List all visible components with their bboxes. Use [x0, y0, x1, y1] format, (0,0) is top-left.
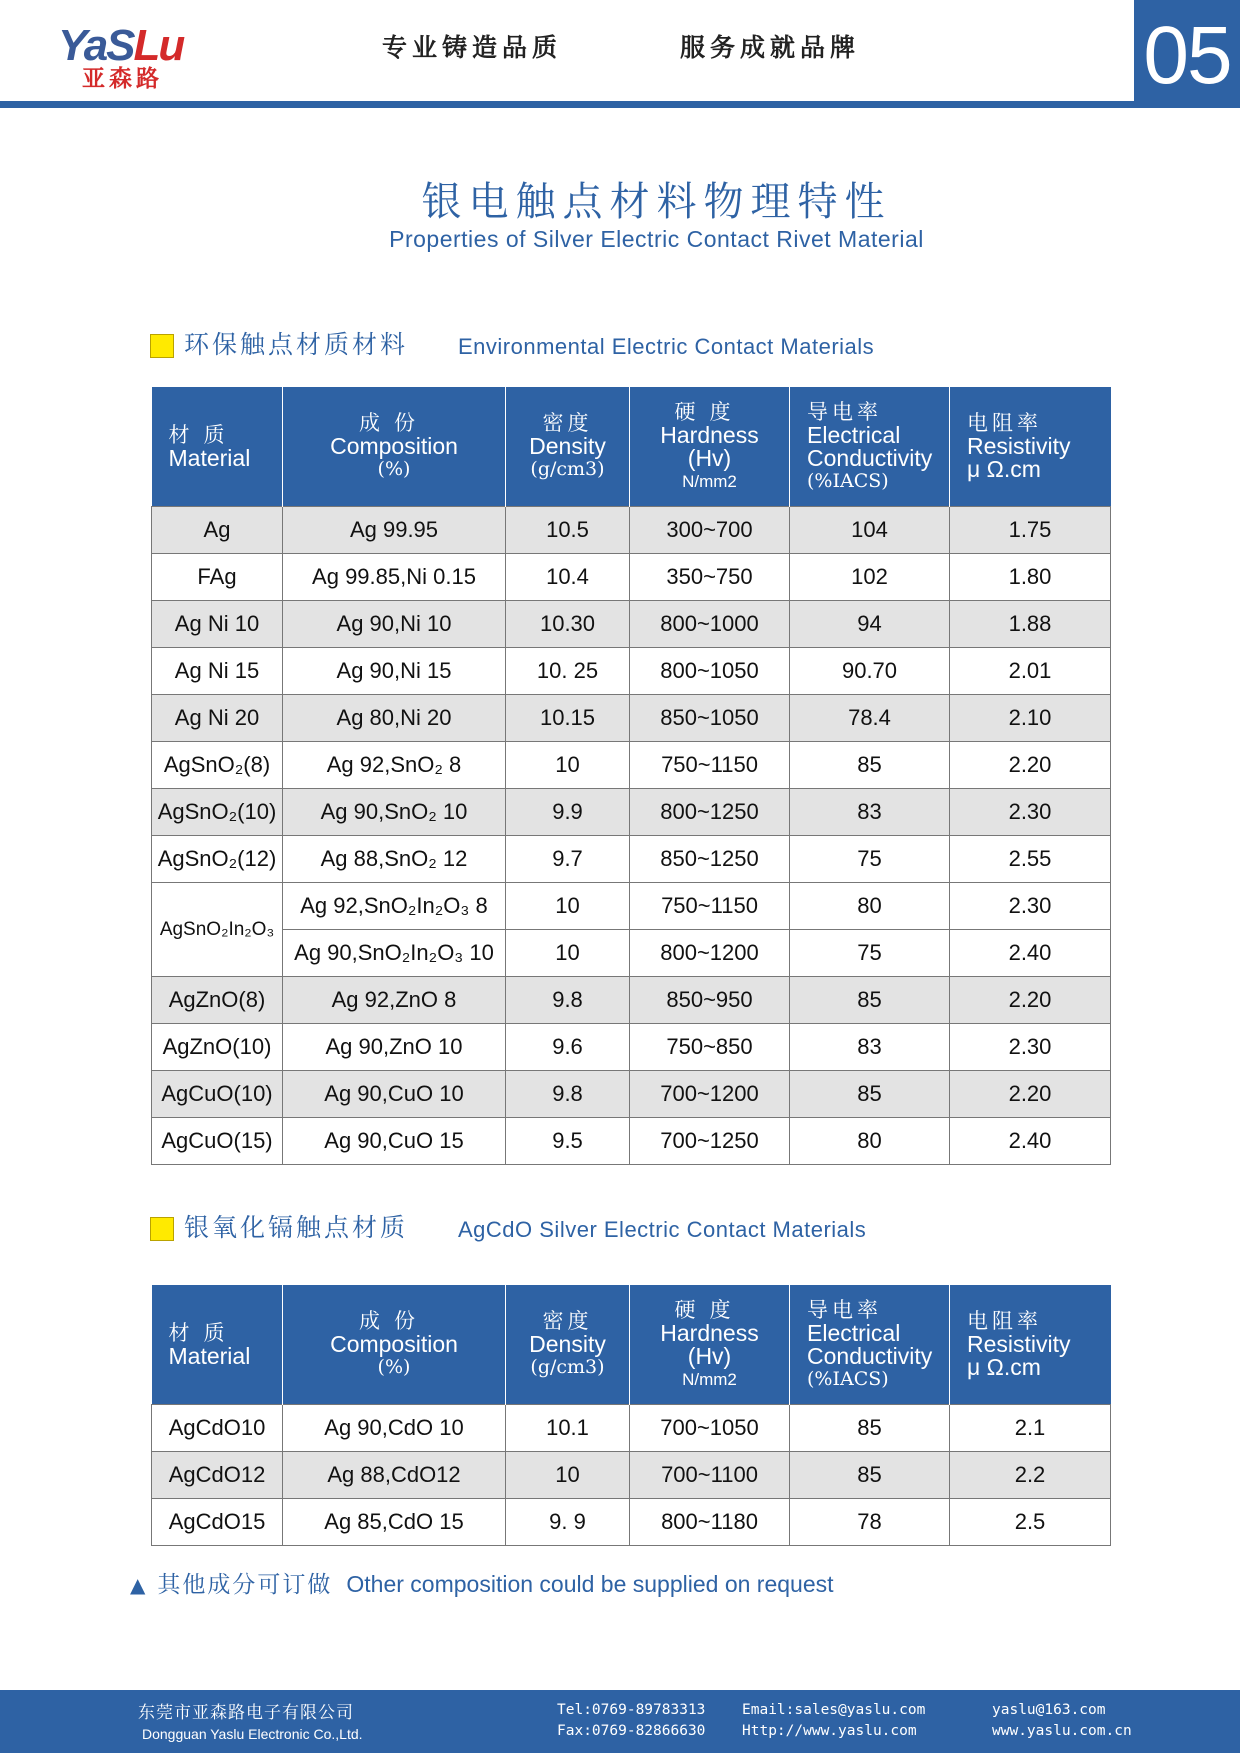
header-density-unit: (g/cm3): [530, 1356, 605, 1378]
table-row: [152, 1071, 1111, 1118]
header-resistivity-unit: μ Ω.cm: [967, 1354, 1041, 1380]
table-row: [152, 883, 1111, 930]
page-title-cn: 银电触点材料物理特性: [421, 179, 892, 225]
section-heading-en: Environmental Electric Contact Materials: [458, 334, 875, 359]
cell-material: AgCdO10: [152, 1405, 283, 1452]
cell-composition: Ag 90,ZnO 10: [283, 1024, 506, 1071]
header-hardness-en: Hardness: [660, 421, 759, 448]
slogan-service: 服务成就品牌: [680, 33, 861, 62]
cell-hardness: 700~1250: [630, 1118, 790, 1165]
header-hardness: [630, 387, 790, 507]
cell-density: 9.5: [506, 1118, 630, 1165]
header-hardness-unit: N/mm2: [682, 1369, 737, 1389]
section-heading-cn: 银氧化镉触点材质: [184, 1213, 409, 1242]
cell-resistivity: 2.2: [950, 1452, 1111, 1499]
cell-resistivity: 2.01: [950, 648, 1111, 695]
footer-email[interactable]: Email:sales@yaslu.com: [742, 1702, 926, 1718]
cell-hardness: 350~750: [630, 554, 790, 601]
cell-density: 10.15: [506, 695, 630, 742]
cell-material: AgSnO₂(8): [152, 742, 283, 789]
footer-bar: [0, 1690, 1240, 1753]
table-row: [152, 1405, 1111, 1452]
header-density-unit: (g/cm3): [530, 458, 605, 480]
cell-hardness: 750~850: [630, 1024, 790, 1071]
cell-conductivity: 75: [790, 836, 950, 883]
cell-density: 9.8: [506, 1071, 630, 1118]
section-heading-cn: 环保触点材质材料: [184, 330, 409, 359]
cell-composition: Ag 90,CuO 10: [283, 1071, 506, 1118]
cell-hardness: 300~700: [630, 507, 790, 554]
header-conductivity-en1: Electrical: [807, 421, 901, 448]
header-composition: [283, 387, 506, 507]
slogan-quality: 专业铸造品质: [382, 33, 563, 62]
table-row: [152, 1499, 1111, 1546]
table-header-row: [152, 1285, 1111, 1405]
cell-density: 10.1: [506, 1405, 630, 1452]
header-resistivity: [950, 387, 1111, 507]
cell-conductivity: 83: [790, 789, 950, 836]
header-material: [152, 1285, 283, 1405]
header-density-en: Density: [529, 1331, 606, 1357]
cell-hardness: 700~1050: [630, 1405, 790, 1452]
logo-text-en: [58, 21, 184, 70]
header-material-en: Material: [168, 444, 251, 471]
cell-hardness: 700~1200: [630, 1071, 790, 1118]
header-material-cn: 材质: [168, 1320, 239, 1345]
header-resistivity-cn: 电阻率: [967, 411, 1042, 435]
cell-resistivity: 2.5: [950, 1499, 1111, 1546]
note-cn: 其他成分可订做: [157, 1572, 333, 1598]
table-row: [152, 601, 1111, 648]
cell-composition: Ag 88,SnO₂ 12: [283, 836, 506, 883]
logo-text-cn: 亚森路: [82, 66, 163, 92]
cell-conductivity: 85: [790, 1452, 950, 1499]
cell-density: 9.9: [506, 789, 630, 836]
header-material: [152, 387, 283, 507]
header-resistivity: [950, 1285, 1111, 1405]
cell-composition: Ag 88,CdO12: [283, 1452, 506, 1499]
logo-text-part-a: YaS: [58, 21, 134, 70]
cell-hardness: 800~1050: [630, 648, 790, 695]
cell-composition: Ag 92,SnO₂ 8: [283, 742, 506, 789]
header-divider: [0, 101, 1240, 108]
footer-website-alt[interactable]: www.yaslu.com.cn: [992, 1723, 1132, 1739]
cell-resistivity: 2.40: [950, 930, 1111, 977]
yellow-square-icon: [150, 334, 174, 358]
table-row: [152, 507, 1111, 554]
cell-density: 9.8: [506, 977, 630, 1024]
cell-density: 10.4: [506, 554, 630, 601]
cell-hardness: 850~950: [630, 977, 790, 1024]
cell-material: AgZnO(10): [152, 1024, 283, 1071]
header-composition-en: Composition: [330, 433, 458, 459]
cell-density: 10: [506, 1452, 630, 1499]
header-hardness-cn: 硬度: [674, 1297, 745, 1322]
cell-composition: Ag 90,CuO 15: [283, 1118, 506, 1165]
cell-resistivity: 2.55: [950, 836, 1111, 883]
cell-density: 10.5: [506, 507, 630, 554]
cell-resistivity: 2.1: [950, 1405, 1111, 1452]
cell-hardness: 700~1100: [630, 1452, 790, 1499]
header-composition: [283, 1285, 506, 1405]
table-row: [152, 742, 1111, 789]
table-row: [152, 1452, 1111, 1499]
header-conductivity-en2: Conductivity: [807, 1342, 933, 1369]
cell-hardness: 800~1000: [630, 601, 790, 648]
note-en: Other composition could be supplied on request: [346, 1571, 834, 1597]
cell-conductivity: 85: [790, 1071, 950, 1118]
header-material-cn: 材质: [168, 422, 239, 447]
header-composition-cn: 成份: [359, 1309, 429, 1333]
cell-material: Ag Ni 10: [152, 601, 283, 648]
header-composition-unit: (%): [377, 1356, 411, 1378]
cell-material: AgZnO(8): [152, 977, 283, 1024]
cell-material: AgSnO₂(12): [152, 836, 283, 883]
table-row: [152, 648, 1111, 695]
footer-tel: Tel:0769-89783313: [557, 1702, 706, 1718]
environmental-materials-table: [151, 387, 1111, 1165]
header-hardness-sub: (Hv): [687, 1342, 732, 1369]
cell-resistivity: 1.88: [950, 601, 1111, 648]
cell-material: AgCuO(15): [152, 1118, 283, 1165]
cell-composition: Ag 90,SnO₂ 10: [283, 789, 506, 836]
cell-density: 10: [506, 883, 630, 930]
header-conductivity-unit: (%IACS): [807, 469, 889, 492]
table-row: [152, 554, 1111, 601]
cell-hardness: 800~1200: [630, 930, 790, 977]
cell-density: 9.6: [506, 1024, 630, 1071]
header-hardness-cn: 硬度: [674, 399, 745, 424]
footer-web-block: [742, 1700, 925, 1742]
cell-density: 10: [506, 930, 630, 977]
header-composition-unit: (%): [377, 458, 411, 480]
cell-composition: Ag 80,Ni 20: [283, 695, 506, 742]
header-resistivity-cn: 电阻率: [967, 1309, 1042, 1333]
table-row: [152, 977, 1111, 1024]
cell-conductivity: 75: [790, 930, 950, 977]
table-header-row: [152, 387, 1111, 507]
cell-conductivity: 80: [790, 883, 950, 930]
header-conductivity-cn: 导电率: [807, 399, 882, 424]
cell-conductivity: 90.70: [790, 648, 950, 695]
cell-conductivity: 83: [790, 1024, 950, 1071]
cell-density: 9. 9: [506, 1499, 630, 1546]
table-row: [152, 836, 1111, 883]
cell-composition: Ag 99.85,Ni 0.15: [283, 554, 506, 601]
header-density-cn: 密度: [542, 1309, 593, 1333]
cell-density: 10.30: [506, 601, 630, 648]
header-conductivity-en2: Conductivity: [807, 444, 933, 471]
header-hardness: [630, 1285, 790, 1405]
header-material-en: Material: [168, 1342, 251, 1369]
header-hardness-sub: (Hv): [687, 444, 732, 471]
cell-resistivity: 2.30: [950, 883, 1111, 930]
cell-resistivity: 2.20: [950, 742, 1111, 789]
header-hardness-en: Hardness: [660, 1319, 759, 1346]
cell-composition: Ag 92,SnO₂In₂O₃ 8: [283, 883, 506, 930]
cell-resistivity: 2.40: [950, 1118, 1111, 1165]
cell-composition: Ag 90,SnO₂In₂O₃ 10: [283, 930, 506, 977]
header-hardness-unit: N/mm2: [682, 471, 737, 491]
header-conductivity: [790, 1285, 950, 1405]
cell-resistivity: 2.20: [950, 977, 1111, 1024]
cell-conductivity: 85: [790, 977, 950, 1024]
cell-composition: Ag 90,CdO 10: [283, 1405, 506, 1452]
cell-material: AgCdO12: [152, 1452, 283, 1499]
cell-composition: Ag 92,ZnO 8: [283, 977, 506, 1024]
cell-resistivity: 2.10: [950, 695, 1111, 742]
cell-conductivity: 94: [790, 601, 950, 648]
section-heading-en: AgCdO Silver Electric Contact Materials: [458, 1217, 867, 1242]
cell-hardness: 850~1250: [630, 836, 790, 883]
header-density: [506, 1285, 630, 1405]
header-conductivity-en1: Electrical: [807, 1319, 901, 1346]
footer-http[interactable]: Http://www.yaslu.com: [742, 1723, 917, 1739]
cell-hardness: 750~1150: [630, 883, 790, 930]
cell-material: Ag Ni 15: [152, 648, 283, 695]
cell-resistivity: 2.30: [950, 789, 1111, 836]
logo-text-part-b: Lu: [133, 21, 184, 70]
header-resistivity-unit: μ Ω.cm: [967, 456, 1041, 482]
header-density-cn: 密度: [542, 411, 593, 435]
cell-resistivity: 1.75: [950, 507, 1111, 554]
footer-fax: Fax:0769-82866630: [557, 1723, 706, 1739]
table-row: [152, 930, 1111, 977]
cell-resistivity: 2.30: [950, 1024, 1111, 1071]
cell-density: 10: [506, 742, 630, 789]
header-conductivity: [790, 387, 950, 507]
table-row: [152, 695, 1111, 742]
yellow-square-icon: [150, 1217, 174, 1241]
header-conductivity-unit: (%IACS): [807, 1367, 889, 1390]
cell-material: FAg: [152, 554, 283, 601]
footer-phone-block: [557, 1700, 705, 1742]
table-row: [152, 1024, 1111, 1071]
header-density-en: Density: [529, 433, 606, 459]
cell-material: AgCuO(10): [152, 1071, 283, 1118]
custom-composition-note: [130, 1568, 834, 1601]
header-composition-en: Composition: [330, 1331, 458, 1357]
cell-material: Ag Ni 20: [152, 695, 283, 742]
page-number: 05: [1143, 10, 1231, 101]
cell-composition: Ag 85,CdO 15: [283, 1499, 506, 1546]
cell-density: 9.7: [506, 836, 630, 883]
company-logo: [58, 21, 208, 94]
cell-material: AgSnO₂(10): [152, 789, 283, 836]
triangle-icon: ▲: [130, 1573, 146, 1597]
cell-resistivity: 1.80: [950, 554, 1111, 601]
footer-alt-block: [992, 1700, 1132, 1742]
cell-material: Ag: [152, 507, 283, 554]
cell-conductivity: 80: [790, 1118, 950, 1165]
cell-material: AgSnO₂In₂O₃: [152, 883, 283, 977]
table-row: [152, 1118, 1111, 1165]
cell-composition: Ag 90,Ni 10: [283, 601, 506, 648]
cell-hardness: 800~1250: [630, 789, 790, 836]
cell-hardness: 750~1150: [630, 742, 790, 789]
cell-resistivity: 2.20: [950, 1071, 1111, 1118]
cell-conductivity: 78.4: [790, 695, 950, 742]
cell-hardness: 800~1180: [630, 1499, 790, 1546]
page-title-en: Properties of Silver Electric Contact Rivet Material: [389, 226, 924, 252]
footer-email-alt[interactable]: yaslu@163.com: [992, 1702, 1106, 1718]
cell-material: AgCdO15: [152, 1499, 283, 1546]
header-conductivity-cn: 导电率: [807, 1297, 882, 1322]
header-resistivity-en: Resistivity: [967, 1331, 1071, 1357]
header-composition-cn: 成份: [359, 411, 429, 435]
cell-conductivity: 85: [790, 742, 950, 789]
cell-density: 10. 25: [506, 648, 630, 695]
footer-company-en: Dongguan Yaslu Electronic Co.,Ltd.: [142, 1726, 363, 1742]
agcdo-materials-table: [151, 1285, 1111, 1546]
table-row: [152, 789, 1111, 836]
cell-composition: Ag 99.95: [283, 507, 506, 554]
cell-conductivity: 104: [790, 507, 950, 554]
cell-composition: Ag 90,Ni 15: [283, 648, 506, 695]
page-number-box: [1134, 0, 1240, 108]
cell-conductivity: 78: [790, 1499, 950, 1546]
footer-company-cn: 东莞市亚森路电子有限公司: [138, 1703, 354, 1723]
cell-conductivity: 85: [790, 1405, 950, 1452]
cell-hardness: 850~1050: [630, 695, 790, 742]
header-density: [506, 387, 630, 507]
header-resistivity-en: Resistivity: [967, 433, 1071, 459]
cell-conductivity: 102: [790, 554, 950, 601]
